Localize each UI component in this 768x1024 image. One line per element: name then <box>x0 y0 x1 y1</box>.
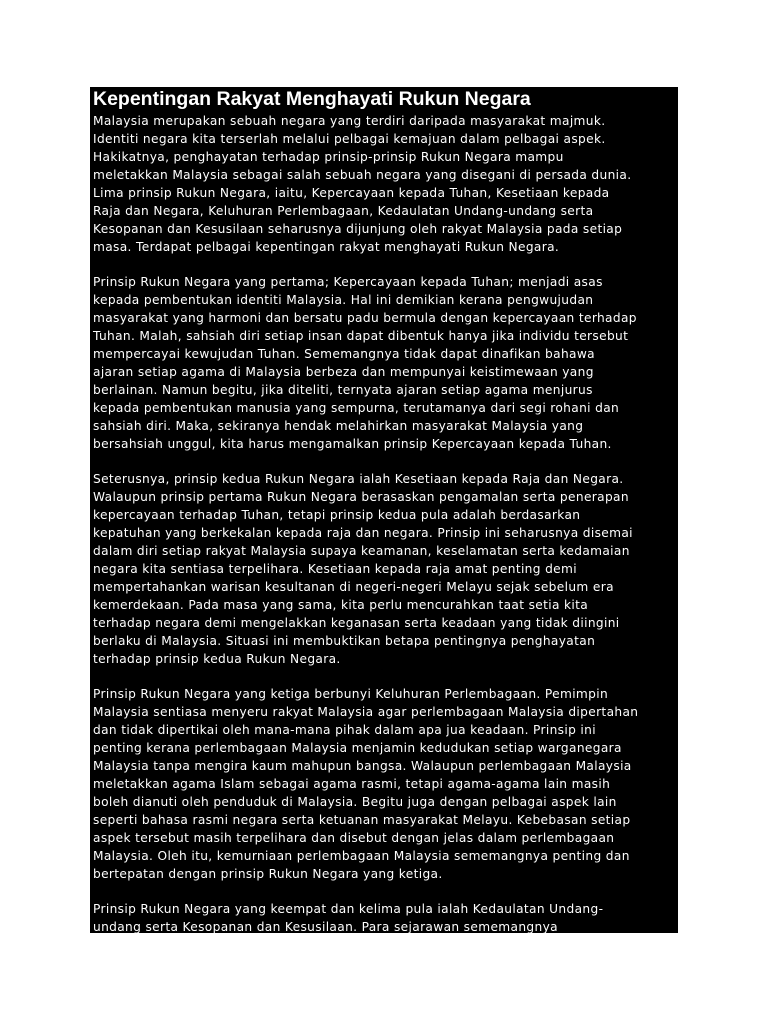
paragraph-5 <box>93 900 673 933</box>
text-line: undang serta Kesopanan dan Kesusilaan. Para sejarawan sememangnya <box>93 920 558 933</box>
text-line: terhadap prinsip kedua Rukun Negara. <box>93 652 341 666</box>
text-line: kepada pembentukan identiti Malaysia. Hal ini demikian kerana pengwujudan <box>93 293 594 307</box>
text-line: Prinsip Rukun Negara yang keempat dan kelima pula ialah Kedaulatan Undang- <box>93 902 604 916</box>
text-line: boleh dianuti oleh penduduk di Malaysia. Begitu juga dengan pelbagai aspek lain <box>93 795 617 809</box>
text-line: terhadap negara demi mengelakkan keganasan serta keadaan yang tidak diingini <box>93 616 620 630</box>
text-line: kepercayaan terhadap Tuhan, tetapi prinsip kedua pula adalah berdasarkan <box>93 508 581 522</box>
document-page-black <box>90 87 678 933</box>
text-line: kepada pembentukan manusia yang sempurna, terutamanya dari segi rohani dan <box>93 401 620 415</box>
text-line: Prinsip Rukun Negara yang ketiga berbunyi Keluhuran Perlembagaan. Pemimpin <box>93 687 609 701</box>
text-line: dan tidak dipertikai oleh mana-mana pihak dalam apa jua keadaan. Prinsip ini <box>93 723 596 737</box>
paragraph-1 <box>93 112 673 256</box>
paragraph-3 <box>93 470 673 668</box>
text-line: penting kerana perlembagaan Malaysia menjamin kedudukan setiap warganegara <box>93 741 622 755</box>
text-line: meletakkan agama Islam sebagai agama rasmi, tetapi agama-agama lain masih <box>93 777 611 791</box>
text-line: meletakkan Malaysia sebagai salah sebuah negara yang disegani di persada dunia. <box>93 168 632 182</box>
text-line: negara kita sentiasa terpelihara. Kesetiaan kepada raja amat penting demi <box>93 562 577 576</box>
paragraph-2 <box>93 273 673 453</box>
document-title: Kepentingan Rakyat Menghayati Rukun Negara <box>93 88 531 110</box>
text-line: kepatuhan yang berkekalan kepada raja dan negara. Prinsip ini seharusnya disemai <box>93 526 633 540</box>
paragraph-4 <box>93 685 673 883</box>
text-line: seperti bahasa rasmi negara serta ketuanan masyarakat Melayu. Kebebasan setiap <box>93 813 631 827</box>
text-line: Lima prinsip Rukun Negara, iaitu, Kepercayaan kepada Tuhan, Kesetiaan kepada <box>93 186 610 200</box>
text-line: berlainan. Namun begitu, jika diteliti, ternyata ajaran setiap agama menjurus <box>93 383 593 397</box>
text-line: masyarakat yang harmoni dan bersatu padu bermula dengan kepercayaan terhadap <box>93 311 637 325</box>
text-line: Malaysia tanpa mengira kaum mahupun bangsa. Walaupun perlembagaan Malaysia <box>93 759 632 773</box>
text-line: Malaysia merupakan sebuah negara yang terdiri daripada masyarakat majmuk. <box>93 114 606 128</box>
text-line: Malaysia. Oleh itu, kemurniaan perlembagaan Malaysia sememangnya penting dan <box>93 849 630 863</box>
text-line: Seterusnya, prinsip kedua Rukun Negara ialah Kesetiaan kepada Raja dan Negara. <box>93 472 624 486</box>
text-line: dalam diri setiap rakyat Malaysia supaya keamanan, keselamatan serta kedamaian <box>93 544 630 558</box>
text-line: Prinsip Rukun Negara yang pertama; Kepercayaan kepada Tuhan; menjadi asas <box>93 275 603 289</box>
text-line: mempercayai kewujudan Tuhan. Sememangnya tidak dapat dinafikan bahawa <box>93 347 595 361</box>
text-line: Tuhan. Malah, sahsiah diri setiap insan dapat dibentuk hanya jika individu tersebut <box>93 329 629 343</box>
text-line: ajaran setiap agama di Malaysia berbeza dan mempunyai keistimewaan yang <box>93 365 594 379</box>
text-line: sahsiah diri. Maka, sekiranya hendak melahirkan masyarakat Malaysia yang <box>93 419 584 433</box>
text-line: aspek tersebut masih terpelihara dan disebut dengan jelas dalam perlembagaan <box>93 831 615 845</box>
text-line: mempertahankan warisan kesultanan di negeri-negeri Melayu sejak sebelum era <box>93 580 614 594</box>
text-line: Identiti negara kita terserlah melalui pelbagai kemajuan dalam pelbagai aspek. <box>93 132 606 146</box>
text-line: bersahsiah unggul, kita harus mengamalkan prinsip Kepercayaan kepada Tuhan. <box>93 437 612 451</box>
text-line: kemerdekaan. Pada masa yang sama, kita perlu mencurahkan taat setia kita <box>93 598 589 612</box>
text-line: bertepatan dengan prinsip Rukun Negara yang ketiga. <box>93 867 443 881</box>
text-line: Hakikatnya, penghayatan terhadap prinsip-prinsip Rukun Negara mampu <box>93 150 564 164</box>
text-line: Walaupun prinsip pertama Rukun Negara berasaskan pengamalan serta penerapan <box>93 490 629 504</box>
text-line: berlaku di Malaysia. Situasi ini membuktikan betapa pentingnya penghayatan <box>93 634 596 648</box>
text-line: Kesopanan dan Kesusilaan seharusnya dijunjung oleh rakyat Malaysia pada setiap <box>93 222 623 236</box>
text-line: Raja dan Negara, Keluhuran Perlembagaan, Kedaulatan Undang-undang serta <box>93 204 594 218</box>
document-body <box>93 112 678 933</box>
text-line: Malaysia sentiasa menyeru rakyat Malaysia agar perlembagaan Malaysia dipertahan <box>93 705 639 719</box>
text-line: masa. Terdapat pelbagai kepentingan rakyat menghayati Rukun Negara. <box>93 240 560 254</box>
